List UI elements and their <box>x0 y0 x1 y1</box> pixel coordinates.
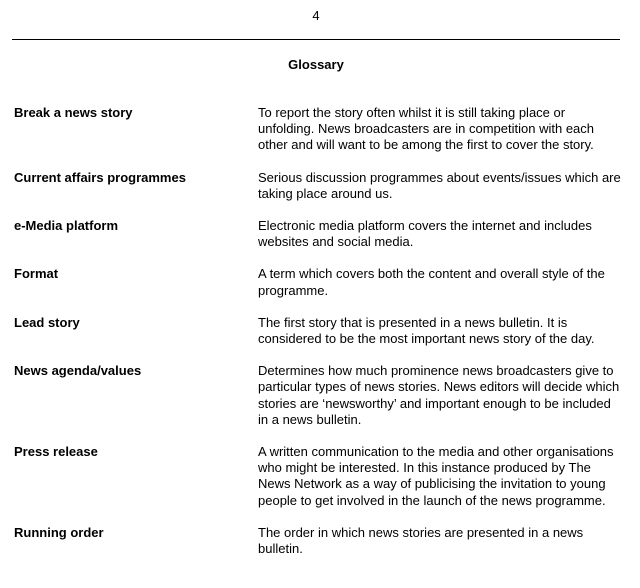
glossary-term: Format <box>14 266 59 282</box>
glossary-term: Running order <box>14 524 104 540</box>
page-number: 4 <box>312 8 320 23</box>
glossary-term: e-Media platform <box>14 218 119 234</box>
glossary-definition: The first story that is presented in a news bulletin. It is considered to be the most important news story of the day. <box>258 314 595 347</box>
glossary-entry-current-affairs-programmes <box>14 170 624 202</box>
glossary-definition: A written communication to the media and other organisations who might be interested. In this instance produced by The News Network as a way of publicising the invitation to young people to get involved in the launch of the news programme. <box>258 444 614 508</box>
page-title: Glossary <box>288 57 344 72</box>
glossary-entry-break-a-news-story <box>14 105 624 154</box>
glossary-entry-lead-story <box>14 315 624 347</box>
glossary-definition: Serious discussion programmes about events/issues which are taking place around us. <box>258 169 621 201</box>
header-divider <box>12 39 620 40</box>
glossary-entry-news-agenda-values <box>14 363 624 428</box>
glossary-definition: Electronic media platform covers the internet and includes websites and social media. <box>258 218 592 250</box>
glossary-entry-e-media-platform <box>14 218 624 250</box>
glossary-term: Break a news story <box>14 105 133 120</box>
glossary-definition: To report the story often whilst it is still taking place or unfolding. News broadcasters are in competition with each other and will want to be among the first to cover the story. <box>258 105 595 153</box>
glossary-entry-press-release <box>14 444 624 509</box>
glossary-definition: A term which covers both the content and overall style of the programme. <box>258 266 605 298</box>
glossary-term: Press release <box>14 444 98 460</box>
glossary-term: Current affairs programmes <box>14 169 186 185</box>
glossary-list <box>14 105 624 557</box>
glossary-term: Lead story <box>14 314 80 330</box>
glossary-entry-format <box>14 266 624 298</box>
glossary-definition: Determines how much prominence news broadcasters give to particular types of news stories. News editors will decide which stories are ‘newsworthy’ and important enough to be included in a news bulletin. <box>258 363 620 427</box>
glossary-definition: The order in which news stories are presented in a news bulletin. <box>258 524 584 557</box>
glossary-term: News agenda/values <box>14 363 142 379</box>
glossary-entry-running-order <box>14 525 624 557</box>
